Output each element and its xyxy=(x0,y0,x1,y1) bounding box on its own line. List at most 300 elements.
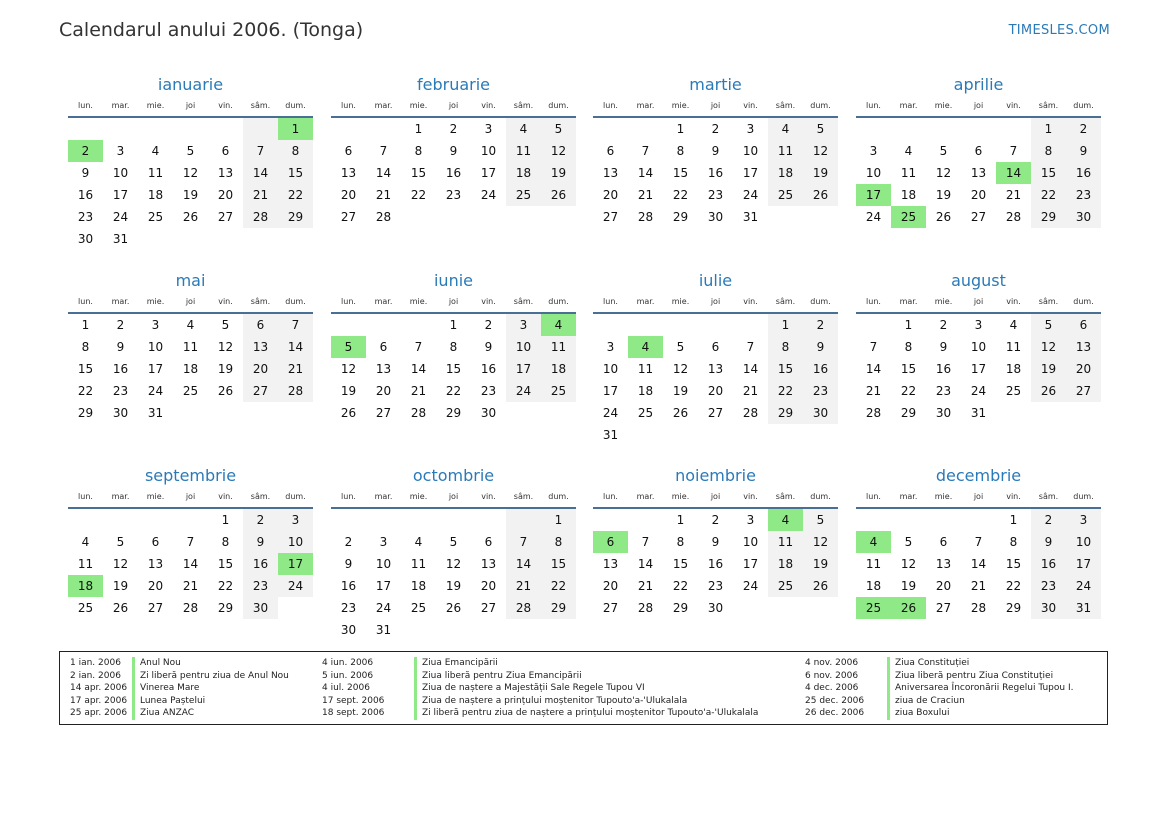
day-cell: 22 xyxy=(410,188,427,202)
day-cell: 13 xyxy=(602,557,619,571)
empty-cell xyxy=(506,619,541,641)
month-name: februarie xyxy=(416,75,491,94)
weekday-label: joi xyxy=(710,101,721,110)
weekday-label: mar. xyxy=(636,101,655,110)
empty-cell xyxy=(733,314,768,336)
day-cell: 9 xyxy=(711,535,720,549)
empty-cell xyxy=(173,402,208,424)
empty-cell xyxy=(593,314,628,336)
day-cell: 20 xyxy=(243,358,278,380)
weekday-label: joi xyxy=(710,297,721,306)
day-cell: 16 xyxy=(707,166,724,180)
day-cell: 7 xyxy=(186,535,195,549)
day-cell: 18 xyxy=(768,162,803,184)
day-cell: 10 xyxy=(480,144,497,158)
day-cell: 27 xyxy=(480,601,497,615)
day-cell: 3 xyxy=(974,318,983,332)
day-cell: 9 xyxy=(1066,140,1101,162)
weekday-label: vin. xyxy=(1006,492,1021,501)
day-cell: 22 xyxy=(445,384,462,398)
weekday-label: joi xyxy=(973,101,984,110)
day-cell: 24 xyxy=(602,406,619,420)
day-cell: 6 xyxy=(379,340,388,354)
holiday-date: 6 nov. 2006 xyxy=(805,670,859,681)
holiday-date: 26 dec. 2006 xyxy=(805,708,865,719)
day-cell: 26 xyxy=(803,184,838,206)
day-cell: 18 xyxy=(900,188,917,202)
weekday-header xyxy=(856,98,1101,118)
day-cell: 23 xyxy=(243,575,278,597)
weekday-label: vin. xyxy=(743,297,758,306)
day-cell: 1 xyxy=(676,122,685,136)
day-cell: 20 xyxy=(935,579,952,593)
site-logo-link[interactable]: TIMESLES.COM xyxy=(1008,23,1110,38)
day-cell: 14 xyxy=(410,362,427,376)
day-cell: 17 xyxy=(742,166,759,180)
day-cell: 28 xyxy=(243,206,278,228)
holiday-name: Ziua de naștere a Majestății Sale Regele Tupou VI xyxy=(414,682,645,695)
day-cell: 13 xyxy=(707,362,724,376)
empty-cell xyxy=(506,509,541,531)
day-cell: 30 xyxy=(1066,206,1101,228)
weekday-label: sâm. xyxy=(250,297,271,306)
weekday-header xyxy=(856,489,1101,509)
day-cell: 5 xyxy=(1031,314,1066,336)
day-cell: 15 xyxy=(672,557,689,571)
month-septembrie xyxy=(68,463,313,619)
day-cell: 10 xyxy=(506,336,541,358)
empty-cell xyxy=(541,619,576,641)
empty-cell xyxy=(926,509,961,531)
day-cell: 9 xyxy=(449,144,458,158)
day-cell: 4 xyxy=(414,535,423,549)
day-cell: 13 xyxy=(602,166,619,180)
empty-cell xyxy=(698,424,733,446)
day-cell: 15 xyxy=(410,166,427,180)
month-name: decembrie xyxy=(935,466,1022,485)
empty-cell xyxy=(208,402,243,424)
day-cell: 18 xyxy=(768,553,803,575)
day-cell: 12 xyxy=(182,166,199,180)
day-cell: 13 xyxy=(217,166,234,180)
day-cell: 4 xyxy=(541,314,576,336)
day-cell: 28 xyxy=(375,210,392,224)
day-grid xyxy=(68,118,313,250)
day-cell: 15 xyxy=(445,362,462,376)
holiday-date: 18 sept. 2006 xyxy=(322,708,385,719)
day-cell: 17 xyxy=(602,384,619,398)
day-cell: 4 xyxy=(768,509,803,531)
day-cell: 12 xyxy=(445,557,462,571)
day-cell: 23 xyxy=(935,384,952,398)
day-cell: 29 xyxy=(541,597,576,619)
day-cell: 22 xyxy=(768,380,803,402)
month-name: mai xyxy=(175,271,206,290)
weekday-label: vin. xyxy=(1006,101,1021,110)
day-cell: 14 xyxy=(243,162,278,184)
legend-row xyxy=(70,670,289,683)
legend-row xyxy=(805,695,1073,708)
day-cell: 7 xyxy=(1009,144,1018,158)
day-cell: 15 xyxy=(1005,557,1022,571)
empty-cell xyxy=(366,118,401,140)
day-grid xyxy=(331,118,576,228)
day-cell: 30 xyxy=(707,210,724,224)
holiday-name: Zi liberă pentru ziua de Anul Nou xyxy=(132,670,289,683)
day-cell: 9 xyxy=(484,340,493,354)
day-cell: 13 xyxy=(935,557,952,571)
day-cell: 5 xyxy=(676,340,685,354)
day-cell: 5 xyxy=(803,509,838,531)
day-cell: 27 xyxy=(707,406,724,420)
month-aprilie xyxy=(856,72,1101,228)
day-cell: 28 xyxy=(742,406,759,420)
day-cell: 7 xyxy=(379,144,388,158)
day-cell: 6 xyxy=(221,144,230,158)
day-cell: 22 xyxy=(217,579,234,593)
empty-cell xyxy=(628,314,663,336)
holiday-date: 1 ian. 2006 xyxy=(70,658,121,668)
weekday-label: joi xyxy=(448,101,459,110)
empty-cell xyxy=(68,509,103,531)
day-cell: 2 xyxy=(711,122,720,136)
day-grid xyxy=(331,314,576,424)
day-cell: 23 xyxy=(77,210,94,224)
day-cell: 24 xyxy=(506,380,541,402)
empty-cell xyxy=(471,619,506,641)
day-cell: 26 xyxy=(182,210,199,224)
empty-cell xyxy=(436,509,471,531)
day-cell: 28 xyxy=(637,601,654,615)
legend-row xyxy=(805,682,1073,695)
month-name: august xyxy=(951,271,1006,290)
weekday-label: joi xyxy=(448,492,459,501)
weekday-label: sâm. xyxy=(775,101,796,110)
day-cell: 2 xyxy=(484,318,493,332)
day-cell: 17 xyxy=(742,557,759,571)
day-cell: 17 xyxy=(480,166,497,180)
day-cell: 12 xyxy=(541,140,576,162)
weekday-label: mar. xyxy=(111,297,130,306)
day-cell: 18 xyxy=(147,188,164,202)
day-cell: 10 xyxy=(865,166,882,180)
day-cell: 12 xyxy=(803,140,838,162)
month-name: aprilie xyxy=(953,75,1004,94)
holiday-legend xyxy=(59,651,1108,725)
day-cell: 31 xyxy=(1066,597,1101,619)
day-cell: 6 xyxy=(606,144,615,158)
day-cell: 20 xyxy=(602,188,619,202)
weekday-header xyxy=(331,98,576,118)
day-cell: 21 xyxy=(1005,188,1022,202)
weekday-label: dum. xyxy=(810,492,831,501)
empty-cell xyxy=(926,118,961,140)
day-cell: 18 xyxy=(506,162,541,184)
weekday-label: sâm. xyxy=(513,297,534,306)
weekday-header xyxy=(68,98,313,118)
weekday-label: dum. xyxy=(810,297,831,306)
weekday-header xyxy=(593,294,838,314)
day-cell: 30 xyxy=(1031,597,1066,619)
day-cell: 15 xyxy=(217,557,234,571)
day-cell: 7 xyxy=(869,340,878,354)
day-cell: 26 xyxy=(541,184,576,206)
day-cell: 1 xyxy=(676,513,685,527)
day-cell: 3 xyxy=(869,144,878,158)
day-cell: 4 xyxy=(904,144,913,158)
day-cell: 22 xyxy=(672,188,689,202)
day-cell: 5 xyxy=(939,144,948,158)
weekday-label: mie. xyxy=(671,492,690,501)
day-cell: 18 xyxy=(410,579,427,593)
weekday-header xyxy=(593,489,838,509)
day-cell: 17 xyxy=(1066,553,1101,575)
weekday-label: dum. xyxy=(810,101,831,110)
day-cell: 22 xyxy=(77,384,94,398)
day-cell: 23 xyxy=(340,601,357,615)
day-cell: 9 xyxy=(81,166,90,180)
weekday-label: sâm. xyxy=(1038,297,1059,306)
day-cell: 11 xyxy=(900,166,917,180)
empty-cell xyxy=(436,619,471,641)
day-cell: 2 xyxy=(243,509,278,531)
month-name: iunie xyxy=(433,271,473,290)
day-cell: 13 xyxy=(970,166,987,180)
day-cell: 23 xyxy=(445,188,462,202)
empty-cell xyxy=(243,402,278,424)
day-cell: 27 xyxy=(602,601,619,615)
empty-cell xyxy=(243,228,278,250)
empty-cell xyxy=(1031,402,1066,424)
day-cell: 17 xyxy=(278,553,313,575)
weekday-label: mie. xyxy=(409,492,428,501)
day-cell: 13 xyxy=(147,557,164,571)
day-cell: 12 xyxy=(900,557,917,571)
day-cell: 4 xyxy=(151,144,160,158)
empty-cell xyxy=(138,118,173,140)
day-cell: 3 xyxy=(379,535,388,549)
day-cell: 10 xyxy=(970,340,987,354)
holiday-name: ziua Boxului xyxy=(887,707,949,720)
weekday-label: sâm. xyxy=(1038,101,1059,110)
day-cell: 30 xyxy=(243,597,278,619)
weekday-label: dum. xyxy=(285,101,306,110)
month-iunie xyxy=(331,268,576,424)
day-cell: 11 xyxy=(147,166,164,180)
day-cell: 31 xyxy=(602,428,619,442)
day-cell: 21 xyxy=(970,579,987,593)
day-cell: 10 xyxy=(147,340,164,354)
day-cell: 4 xyxy=(81,535,90,549)
day-grid xyxy=(856,509,1101,619)
day-grid xyxy=(593,314,838,446)
day-cell: 4 xyxy=(856,531,891,553)
holiday-date: 4 dec. 2006 xyxy=(805,683,859,694)
weekday-label: vin. xyxy=(218,492,233,501)
day-cell: 15 xyxy=(278,162,313,184)
holiday-date: 17 sept. 2006 xyxy=(322,695,385,706)
day-cell: 21 xyxy=(375,188,392,202)
day-cell: 14 xyxy=(637,166,654,180)
day-cell: 28 xyxy=(506,597,541,619)
day-cell: 25 xyxy=(506,184,541,206)
day-cell: 10 xyxy=(742,144,759,158)
legend-row xyxy=(70,707,289,720)
empty-cell xyxy=(803,597,838,619)
day-cell: 15 xyxy=(672,166,689,180)
weekday-label: joi xyxy=(710,492,721,501)
weekday-label: mie. xyxy=(146,297,165,306)
empty-cell xyxy=(436,206,471,228)
day-cell: 14 xyxy=(970,557,987,571)
day-grid xyxy=(68,314,313,424)
day-cell: 1 xyxy=(768,314,803,336)
weekday-label: lun. xyxy=(866,492,881,501)
empty-cell xyxy=(996,118,1031,140)
day-cell: 6 xyxy=(151,535,160,549)
day-cell: 30 xyxy=(480,406,497,420)
empty-cell xyxy=(663,314,698,336)
day-cell: 6 xyxy=(939,535,948,549)
holiday-name: Ziua Emancipării xyxy=(414,657,498,670)
day-cell: 28 xyxy=(865,406,882,420)
day-cell: 5 xyxy=(331,336,366,358)
day-cell: 19 xyxy=(217,362,234,376)
legend-column-1 xyxy=(70,657,289,720)
day-cell: 4 xyxy=(186,318,195,332)
legend-column-2 xyxy=(322,657,758,720)
day-cell: 14 xyxy=(996,162,1031,184)
day-cell: 14 xyxy=(637,557,654,571)
day-cell: 2 xyxy=(449,122,458,136)
empty-cell xyxy=(856,509,891,531)
day-cell: 17 xyxy=(375,579,392,593)
legend-row xyxy=(805,657,1073,670)
empty-cell xyxy=(471,509,506,531)
holiday-date: 5 iun. 2006 xyxy=(322,670,374,681)
day-cell: 9 xyxy=(1031,531,1066,553)
day-cell: 29 xyxy=(1005,601,1022,615)
day-cell: 8 xyxy=(449,340,458,354)
day-cell: 17 xyxy=(147,362,164,376)
day-cell: 4 xyxy=(1009,318,1018,332)
day-cell: 2 xyxy=(116,318,125,332)
month-februarie xyxy=(331,72,576,228)
day-cell: 4 xyxy=(768,118,803,140)
day-cell: 17 xyxy=(112,188,129,202)
day-cell: 3 xyxy=(746,122,755,136)
legend-row xyxy=(70,657,289,670)
empty-cell xyxy=(768,206,803,228)
weekday-label: vin. xyxy=(743,492,758,501)
day-cell: 26 xyxy=(340,406,357,420)
day-cell: 10 xyxy=(112,166,129,180)
month-iulie xyxy=(593,268,838,446)
empty-cell xyxy=(768,597,803,619)
day-cell: 21 xyxy=(410,384,427,398)
empty-cell xyxy=(278,228,313,250)
holiday-name: Lunea Paștelui xyxy=(132,695,205,708)
weekday-label: sâm. xyxy=(775,297,796,306)
day-cell: 29 xyxy=(217,601,234,615)
day-cell: 1 xyxy=(904,318,913,332)
day-cell: 9 xyxy=(803,336,838,358)
day-cell: 3 xyxy=(151,318,160,332)
weekday-label: joi xyxy=(448,297,459,306)
weekday-label: lun. xyxy=(866,101,881,110)
day-cell: 22 xyxy=(1031,184,1066,206)
day-cell: 16 xyxy=(803,358,838,380)
legend-row xyxy=(805,707,1073,720)
empty-cell xyxy=(628,118,663,140)
empty-cell xyxy=(471,206,506,228)
day-cell: 28 xyxy=(970,601,987,615)
day-cell: 13 xyxy=(340,166,357,180)
day-cell: 9 xyxy=(939,340,948,354)
empty-cell xyxy=(331,118,366,140)
weekday-label: vin. xyxy=(743,101,758,110)
day-cell: 3 xyxy=(484,122,493,136)
weekday-label: vin. xyxy=(481,297,496,306)
weekday-label: mar. xyxy=(899,297,918,306)
day-cell: 26 xyxy=(935,210,952,224)
weekday-label: sâm. xyxy=(513,492,534,501)
day-grid xyxy=(331,509,576,641)
weekday-label: sâm. xyxy=(513,101,534,110)
weekday-header xyxy=(856,294,1101,314)
holiday-name: Ziua de naștere a prințului moștenitor Tupouto'a-'Ulukalala xyxy=(414,695,687,708)
day-cell: 8 xyxy=(904,340,913,354)
day-cell: 9 xyxy=(344,557,353,571)
empty-cell xyxy=(331,314,366,336)
day-cell: 22 xyxy=(900,384,917,398)
day-cell: 27 xyxy=(375,406,392,420)
day-cell: 19 xyxy=(445,579,462,593)
day-cell: 20 xyxy=(340,188,357,202)
day-cell: 26 xyxy=(803,575,838,597)
day-cell: 3 xyxy=(746,513,755,527)
empty-cell xyxy=(698,314,733,336)
holiday-date: 4 iul. 2006 xyxy=(322,683,370,694)
weekday-label: joi xyxy=(185,297,196,306)
day-cell: 31 xyxy=(147,406,164,420)
day-cell: 21 xyxy=(742,384,759,398)
legend-row xyxy=(805,670,1073,683)
month-name: iulie xyxy=(698,271,733,290)
holiday-name: Ziua ANZAC xyxy=(132,707,194,720)
day-grid xyxy=(856,118,1101,228)
day-cell: 1 xyxy=(449,318,458,332)
day-cell: 19 xyxy=(803,162,838,184)
weekday-label: lun. xyxy=(341,492,356,501)
weekday-label: mie. xyxy=(146,101,165,110)
weekday-label: vin. xyxy=(481,492,496,501)
day-cell: 21 xyxy=(506,575,541,597)
day-cell: 30 xyxy=(77,232,94,246)
day-cell: 11 xyxy=(637,362,654,376)
legend-row xyxy=(322,670,758,683)
day-cell: 24 xyxy=(480,188,497,202)
weekday-label: mar. xyxy=(899,101,918,110)
day-cell: 6 xyxy=(711,340,720,354)
day-cell: 8 xyxy=(541,531,576,553)
day-cell: 1 xyxy=(278,118,313,140)
empty-cell xyxy=(331,509,366,531)
day-cell: 17 xyxy=(506,358,541,380)
day-cell: 25 xyxy=(768,184,803,206)
empty-cell xyxy=(138,228,173,250)
empty-cell xyxy=(208,228,243,250)
